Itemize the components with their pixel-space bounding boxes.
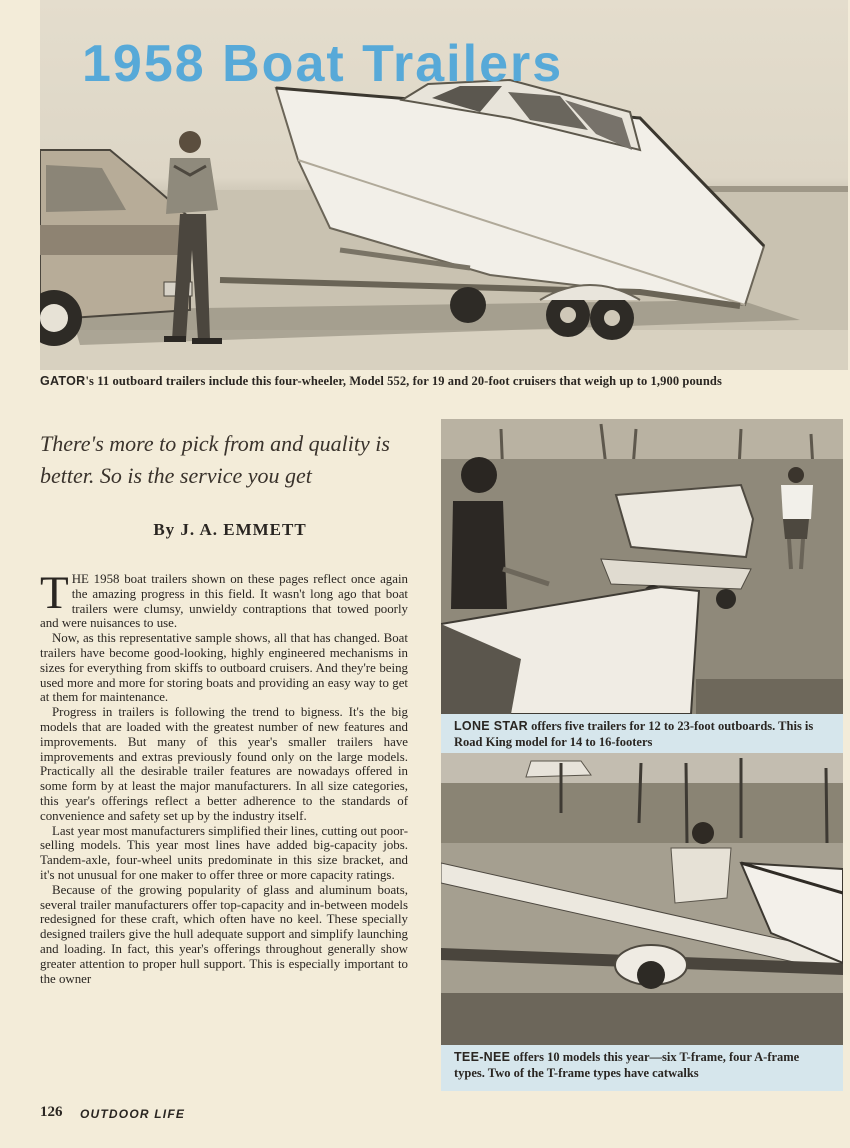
article-body (40, 567, 408, 986)
drop-cap: T (40, 567, 69, 619)
article-paragraph: Now, as this representative sample shows, all that has changed. Boat trailers have become good-looking, highly engineered mechanisms in sizes for everything from skiffs to outboard cruisers. And they're being used more and more for storing boats and providing an easy way to get at them for maintenance. (40, 631, 408, 705)
tee-nee-photo (441, 753, 843, 1045)
article-subhead: There's more to pick from and quality is better. So is the service you get (40, 431, 390, 488)
lone-star-caption (441, 714, 843, 758)
caption-brand: GATOR (40, 374, 86, 388)
tee-nee-caption (441, 1045, 843, 1091)
lone-star-illustration (441, 419, 843, 714)
hero-photo-caption (40, 374, 848, 389)
caption-text: offers 10 models this year—six T-frame, four A-frame types. Two of the T-frame types have catwalks (454, 1050, 800, 1080)
caption-brand: TEE-NEE (454, 1050, 511, 1064)
lone-star-photo (441, 419, 843, 714)
page-headline: 1958 Boat Trailers (82, 35, 564, 93)
article-paragraph (40, 567, 408, 631)
page-number: 126 (40, 1104, 63, 1120)
caption-text: offers five trailers for 12 to 23-foot outboards. This is Road King model for 14 to 16-footers (454, 719, 814, 749)
article-paragraph: Progress in trailers is following the trend to bigness. It's the big models that are loaded with the greatest number of new features and improvements. But many of this year's smaller trailers have improvements and extras previously found only on the large models. Practically all the desirable trailer features are nowadays offered in some form by at least the major manufacturers. In all size categories, this year's offerings reflect a better adherence to the standards of convenience and safety set up by the industry itself. (40, 705, 408, 823)
tee-nee-illustration (441, 753, 843, 1045)
caption-text: 's 11 outboard trailers include this four-wheeler, Model 552, for 19 and 20-foot cruisers that weigh up to 1,900 pounds (85, 374, 722, 388)
article-paragraph: Last year most manufacturers simplified their lines, cutting out poor-selling models. This year most lines have added big-capacity jobs. Tandem-axle, four-wheel units predominate in this size bracket, and it's not unusual for one maker to offer three or more capacity ratings. (40, 823, 408, 882)
article-paragraph: Because of the growing popularity of glass and aluminum boats, several trailer manufacturers offer top-capacity and in-between models redesigned for these craft, which often have no keel. These specially designed trailers give the hull adequate support and simplify launching and loading. In fact, this year's offerings throughout generally show greater attention to proper hull support. This is especially important to the owner (40, 882, 408, 986)
article-byline: By J. A. EMMETT (153, 520, 307, 539)
paragraph-text: HE 1958 boat trailers shown on these pages reflect once again the amazing progress in this field. It wasn't long ago that boat trailers were clumsy, unwieldy contraptions that towed poorly and were nuisances to use. (40, 572, 408, 631)
caption-brand: LONE STAR (454, 719, 528, 733)
magazine-name: OUTDOOR LIFE (80, 1107, 186, 1121)
